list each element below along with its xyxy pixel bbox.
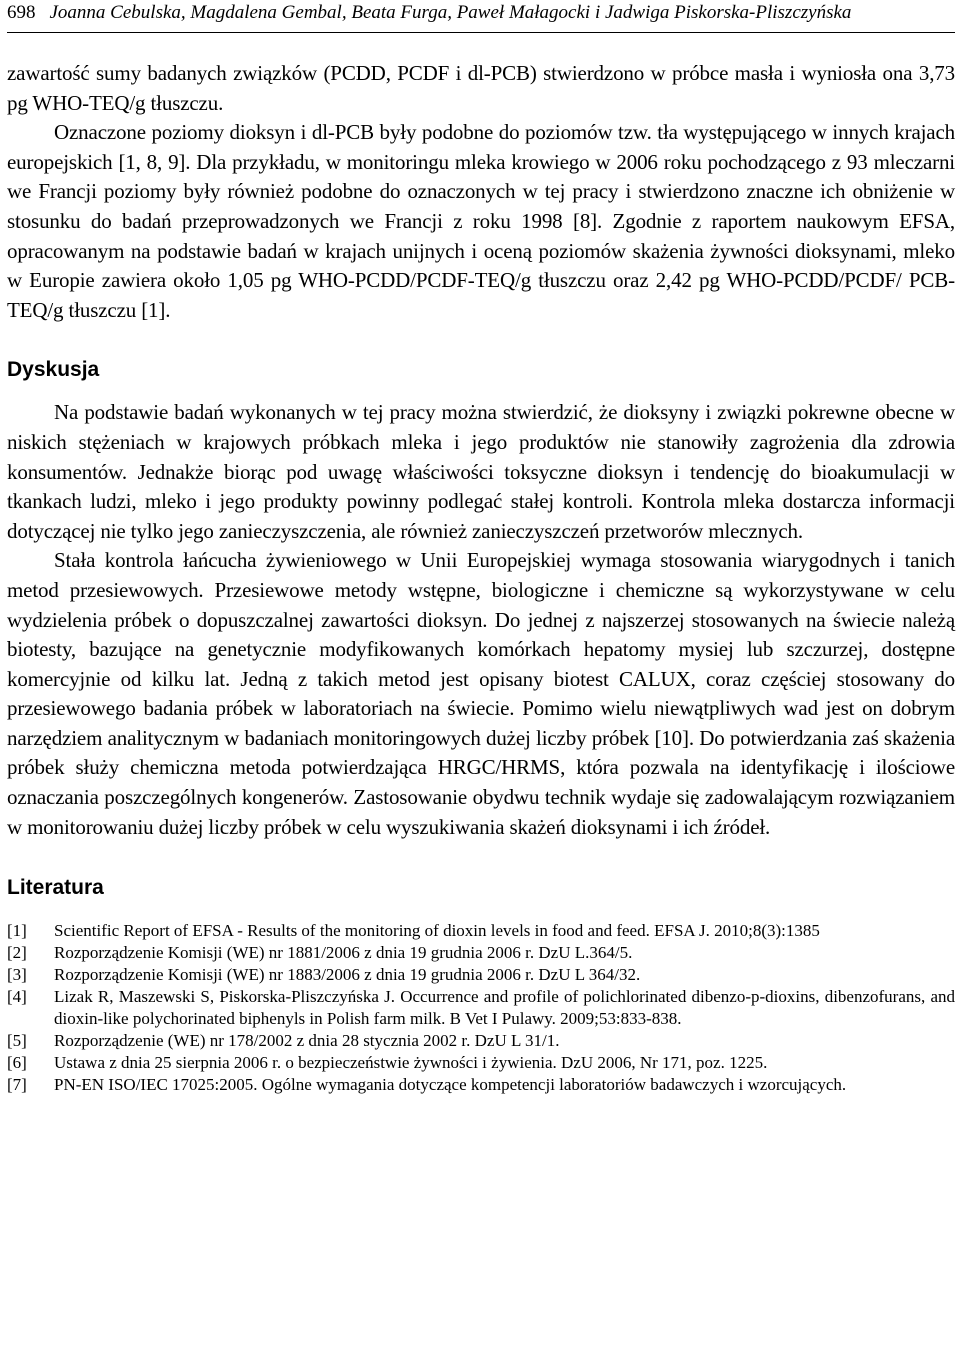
reference-number: [3] (7, 965, 27, 985)
reference-text: Scientific Report of EFSA - Results of the monitoring of dioxin levels in food and feed. EFSA J. 2010;8(3):1385 (54, 921, 820, 941)
reference-number: [2] (7, 943, 27, 963)
reference-text: Rozporządzenie Komisji (WE) nr 1881/2006 z dnia 19 grudnia 2006 r. DzU L.364/5. (54, 943, 633, 963)
reference-number: [4] (7, 987, 27, 1007)
reference-item (7, 964, 955, 985)
reference-item (7, 942, 955, 963)
reference-item (7, 1074, 955, 1095)
reference-number: [7] (7, 1074, 27, 1094)
reference-item (7, 986, 955, 1029)
reference-item (7, 1030, 955, 1051)
discussion-paragraph: Stała kontrola łańcucha żywieniowego w Unii Europejskiej wymaga stosowania wiarygodnych i tanich metod przesiewowych. Przesiewowe metody wstępne, biologiczne i chemiczne są wykorzystywane w celu wydzielenia próbek o dopuszczalnej zawartości dioksyn. Do jednej z najszerzej stosowanych na świecie należą biotesty, bazujące na genetycznie modyfikowanych komórkach hepatomy mysiej lub szczurzej, dostępne komercyjnie od kilku lat. Jedną z takich metod jest opisany biotest CALUX, coraz częściej stosowany do przesiewowego badania próbek w laboratoriach na świecie. Pomimo wielu niewątpliwych wad jest on dobrym narzędziem analitycznym w badaniach monitoringowych dużej liczby próbek [10]. Do potwierdzania zaś skażenia próbek służy chemiczna metoda potwierdzająca HRGC/HRMS, która pozwala na identyfikację i ilościowe oznaczania poszczególnych kongenerów. Zastosowanie obydwu technik wydaje się zadowalającym rozwiązaniem w monitorowaniu dużej liczby próbek w celu wyszukiwania skażeń dioksynami i ich źródeł. (7, 548, 955, 839)
reference-text: Ustawa z dnia 25 sierpnia 2006 r. o bezpieczeństwie żywności i żywienia. DzU 2006, Nr 171, poz. 1225. (54, 1052, 768, 1072)
discussion-paragraph: Na podstawie badań wykonanych w tej pracy można stwierdzić, że dioksyny i związki pokrewne obecne w niskich stężeniach w krajowych próbkach mleka i jego produktów nie stanowiły zagrożenia dla zdrowia konsumentów. Jednakże biorąc pod uwagę właściwości toksyczne dioksyn i tendencję do bioakumulacji w tkankach ludzi, mleko i jego produkty powinny podlegać stałej kontroli. Kontrola mleka dostarcza informacji dotyczącej nie tylko jego zanieczyszczenia, ale również zanieczyszczeń przetworów mlecznych. (7, 400, 955, 543)
header-authors: Joanna Cebulska, Magdalena Gembal, Beata Furga, Paweł Małagocki i Jadwiga Piskorska-Pliszczyńska (49, 2, 852, 23)
reference-text: PN-EN ISO/IEC 17025:2005. Ogólne wymagania dotyczące kompetencji laboratoriów badawczych i wzorcujących. (54, 1074, 847, 1094)
reference-text: Rozporządzenie (WE) nr 178/2002 z dnia 28 stycznia 2002 r. DzU L 31/1. (54, 1030, 560, 1050)
page (7, 0, 955, 1096)
reference-item (7, 1052, 955, 1073)
body-paragraph: Oznaczone poziomy dioksyn i dl-PCB były podobne do poziomów tzw. tła występującego w innych krajach europejskich [1, 8, 9]. Dla przykładu, w monitoringu mleka krowiego w 2006 roku pochodzącego z 93 mleczarni we Francji poziomy były również podobne do oznaczonych w tej pracy i stwierdzono znaczne ich obniżenie w stosunku do badań przeprowadzonych we Francji z roku 1998 [8]. Zgodnie z raportem naukowym EFSA, opracowanym na podstawie badań w krajach unijnych i oceną poziomów skażenia żywności dioksynami, mleko w Europie zawiera około 1,05 pg WHO-PCDD/PCDF-TEQ/g tłuszczu oraz 2,42 pg WHO-PCDD/PCDF/ PCB-TEQ/g tłuszczu [1]. (7, 120, 955, 322)
reference-number: [5] (7, 1030, 27, 1050)
reference-text: Lizak R, Maszewski S, Piskorska-Pliszczyńska J. Occurrence and profile of polichlorinated dibenzo-p-dioxins, dibenzofurans, and dioxin-like polychorinated biphenyls in Polish farm milk. B Vet I Pulawy. 2009;53:833-838. (54, 987, 955, 1028)
section-heading-literature: Literatura (7, 876, 104, 900)
reference-text: Rozporządzenie Komisji (WE) nr 1883/2006 z dnia 19 grudnia 2006 r. DzU L 364/32. (54, 965, 641, 985)
reference-list (7, 920, 955, 1095)
running-header (7, 0, 955, 33)
body-paragraph: zawartość sumy badanych związków (PCDD, PCDF i dl-PCB) stwierdzono w próbce masła i wyniosła ona 3,73 pg WHO-TEQ/g tłuszczu. (7, 61, 955, 115)
reference-item (7, 920, 955, 941)
page-number: 698 (7, 2, 36, 23)
section-heading-discussion: Dyskusja (7, 358, 100, 382)
reference-number: [6] (7, 1052, 27, 1072)
reference-number: [1] (7, 921, 27, 941)
